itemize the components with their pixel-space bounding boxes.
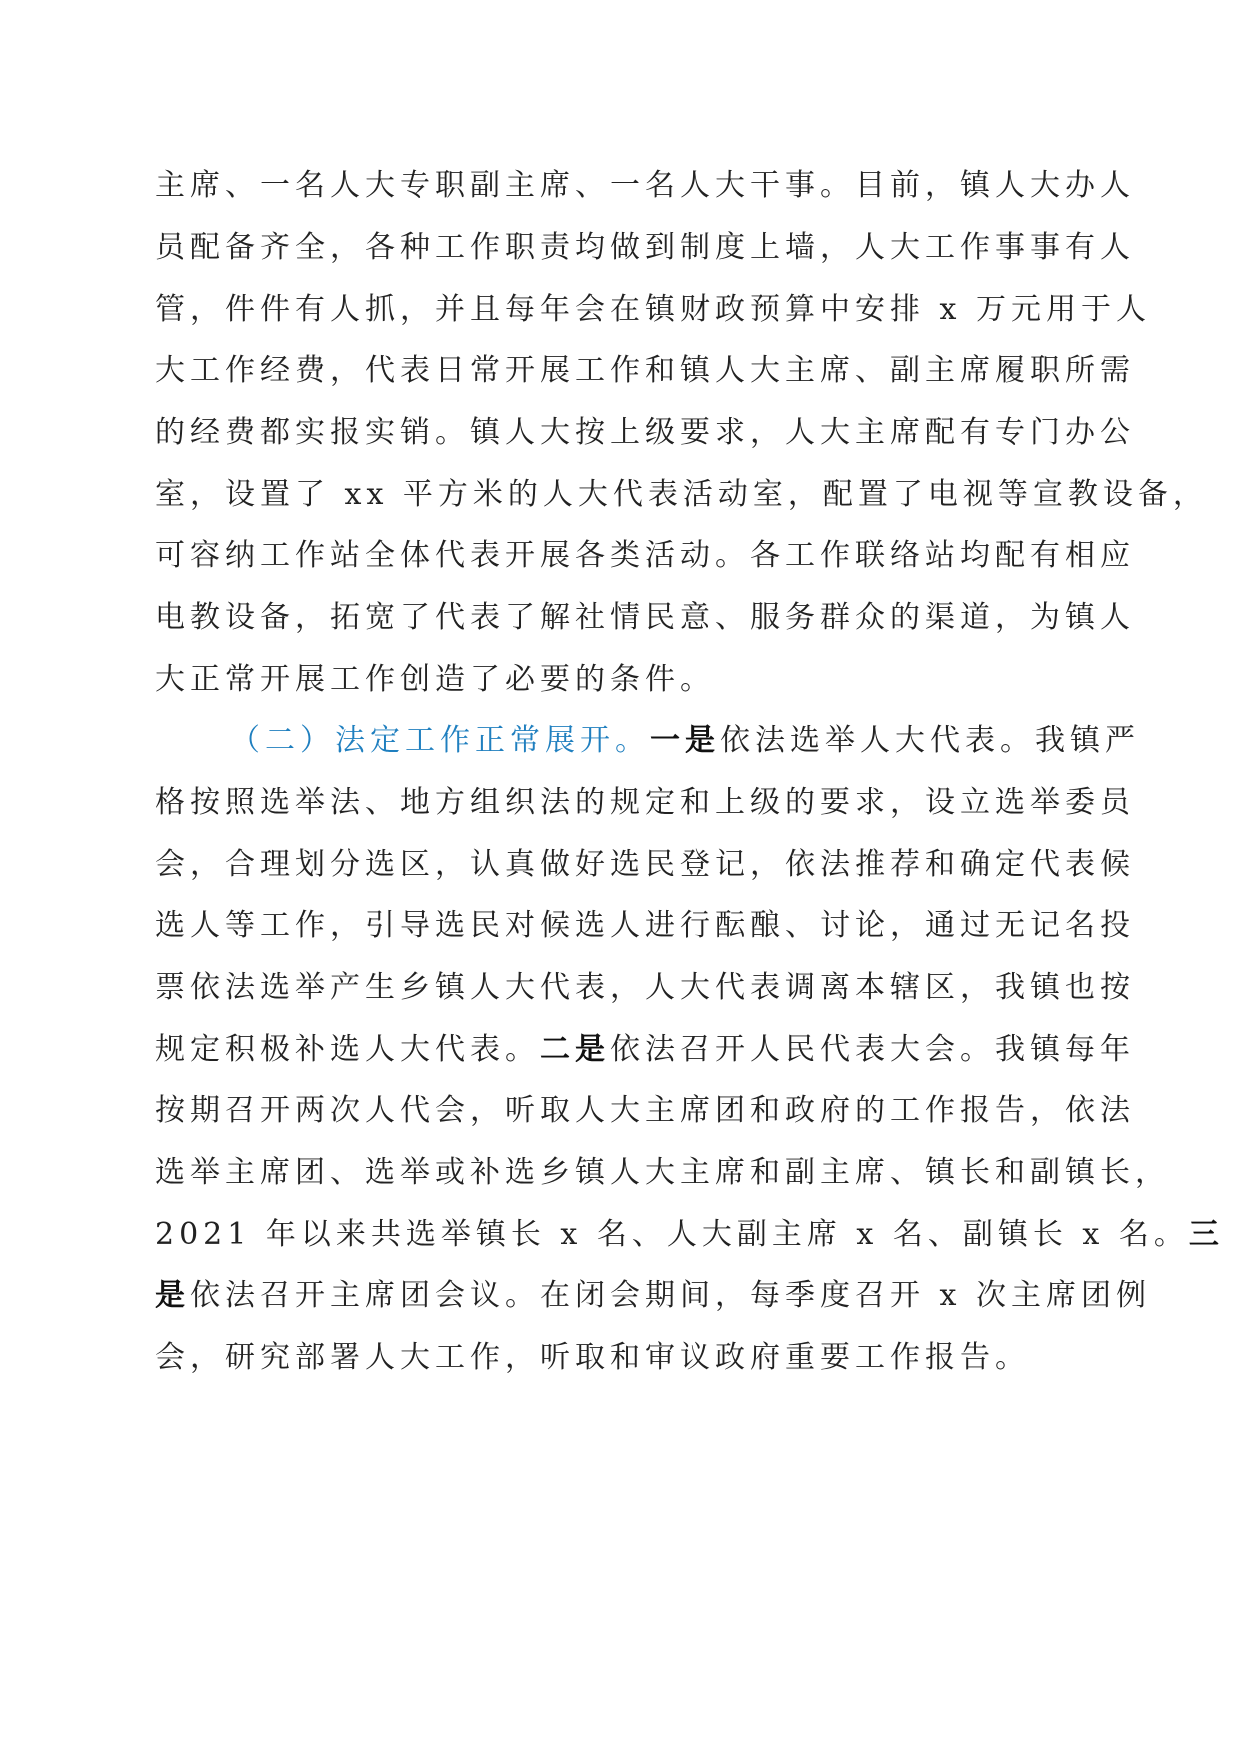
text-span: 规定积极补选人大代表。	[155, 1032, 540, 1067]
text-line: 可容纳工作站全体代表开展各类活动。各工作联络站均配有相应	[155, 538, 1135, 573]
text-line: 选举主席团、选举或补选乡镇人大主席和副主席、镇长和副镇长，	[155, 1155, 1170, 1190]
enumeration-marker: 是	[155, 1278, 190, 1313]
text-span: 依法召开主席团会议。在闭会期间，每季度召开 x 次主席团例	[190, 1278, 1151, 1313]
text-line: 室，设置了 xx 平方米的人大代表活动室，配置了电视等宣教设备，	[155, 477, 1208, 512]
enumeration-marker: 三	[1188, 1217, 1224, 1252]
text-line	[155, 1215, 1224, 1255]
text-span: 2021 年以来共选举镇长 x 名、人大副主席 x 名、副镇长 x 名。	[155, 1217, 1189, 1252]
text-line: 按期召开两次人代会，听取人大主席团和政府的工作报告，依法	[155, 1093, 1135, 1128]
text-line: 选人等工作，引导选民对候选人进行酝酿、讨论，通过无记名投	[155, 908, 1135, 943]
text-line: 大正常开展工作创造了必要的条件。	[155, 662, 715, 697]
text-line: 会，研究部署人大工作，听取和审议政府重要工作报告。	[155, 1340, 1030, 1375]
text-span: 依法召开人民代表大会。我镇每年	[610, 1032, 1135, 1067]
enumeration-marker: 二是	[540, 1032, 610, 1067]
text-line: 员配备齐全，各种工作职责均做到制度上墙，人大工作事事有人	[155, 230, 1135, 265]
section-heading: （二）法定工作正常展开。	[230, 723, 650, 758]
section-first-line	[230, 721, 1140, 761]
text-line: 票依法选举产生乡镇人大代表，人大代表调离本辖区，我镇也按	[155, 970, 1135, 1005]
text-span: 依法选举人大代表。我镇严	[720, 723, 1140, 758]
text-line: 管，件件有人抓，并且每年会在镇财政预算中安排 x 万元用于人	[155, 292, 1151, 327]
text-line: 主席、一名人大专职副主席、一名人大干事。目前，镇人大办人	[155, 168, 1135, 203]
enumeration-marker: 一是	[650, 723, 720, 758]
text-line: 格按照选举法、地方组织法的规定和上级的要求，设立选举委员	[155, 785, 1135, 820]
text-line: 会，合理划分选区，认真做好选民登记，依法推荐和确定代表候	[155, 847, 1135, 882]
text-line: 大工作经费，代表日常开展工作和镇人大主席、副主席履职所需	[155, 353, 1135, 388]
text-line: 电教设备，拓宽了代表了解社情民意、服务群众的渠道，为镇人	[155, 600, 1135, 635]
text-line	[155, 1276, 1151, 1316]
text-line: 的经费都实报实销。镇人大按上级要求，人大主席配有专门办公	[155, 415, 1135, 450]
text-line	[155, 1030, 1135, 1070]
